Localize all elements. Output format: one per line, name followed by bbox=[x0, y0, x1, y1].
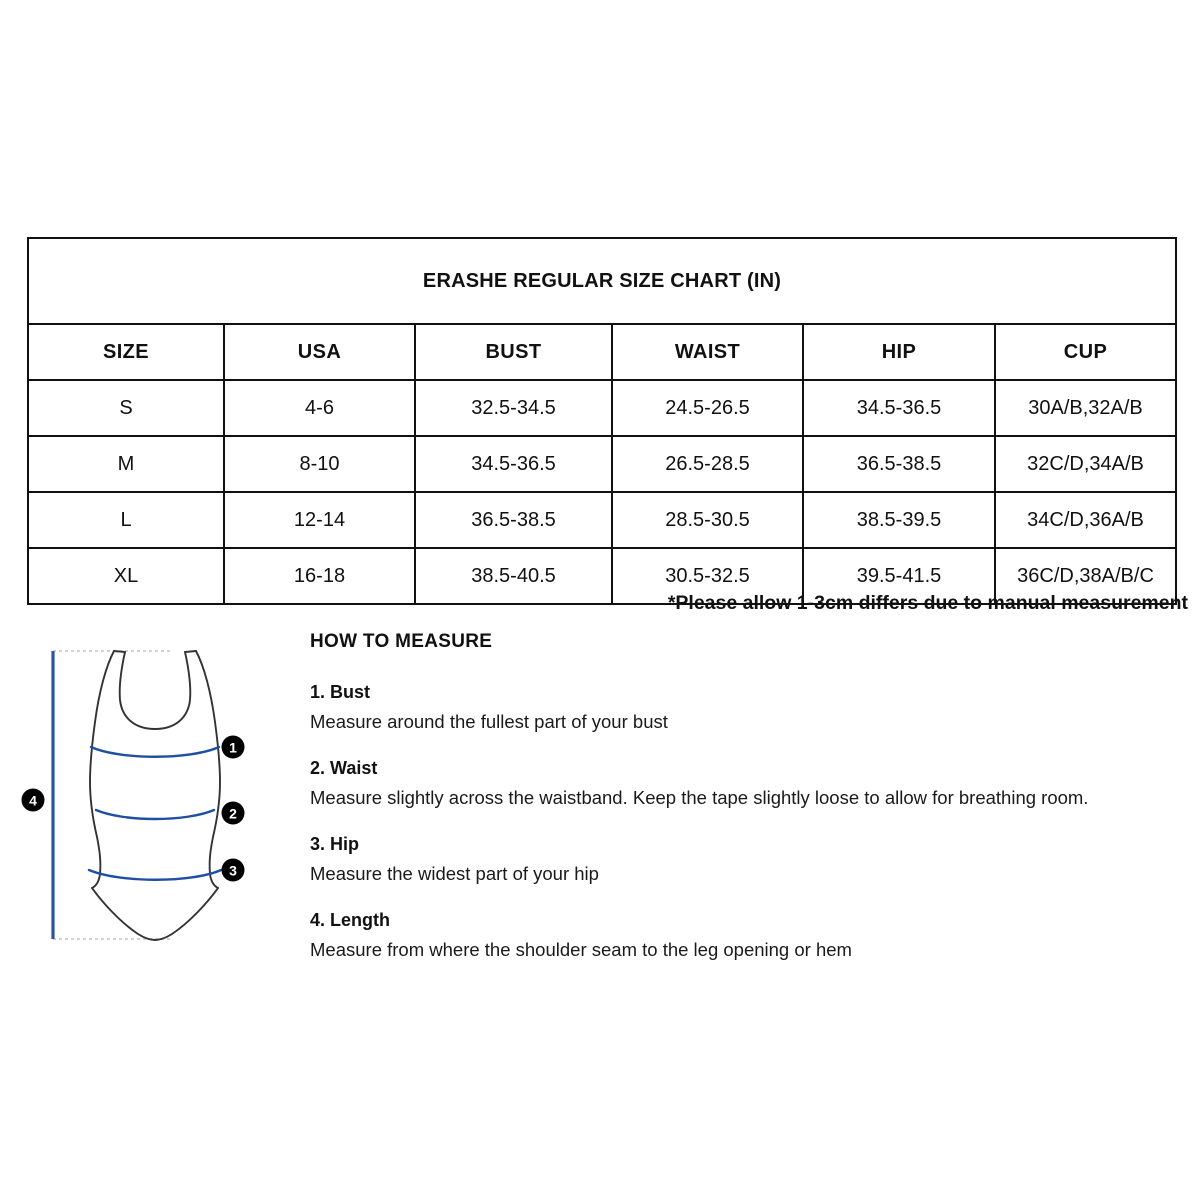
size-chart-table bbox=[27, 237, 1177, 605]
cell-cup: 36C/D,38A/B/C bbox=[995, 548, 1176, 604]
table-row bbox=[28, 380, 1176, 436]
measurement-disclaimer: *Please allow 1-3cm differs due to manual measurement bbox=[667, 592, 1188, 614]
badge-2-label: 2 bbox=[229, 805, 237, 822]
measure-label-bust: 1. Bust bbox=[310, 682, 371, 702]
badge-3-label: 3 bbox=[229, 862, 237, 879]
badge-3-hip bbox=[222, 859, 245, 882]
badge-1-bust bbox=[222, 736, 245, 759]
measure-item-bust bbox=[310, 682, 1190, 733]
cell-usa: 4-6 bbox=[224, 380, 415, 436]
how-to-measure-section bbox=[310, 631, 1190, 962]
measure-desc-waist: Measure slightly across the waistband. Keep the tape slightly loose to allow for breathing room. bbox=[310, 787, 1089, 809]
cell-usa: 8-10 bbox=[224, 436, 415, 492]
measure-item-waist bbox=[310, 758, 1190, 809]
cell-cup: 30A/B,32A/B bbox=[995, 380, 1176, 436]
cell-hip: 39.5-41.5 bbox=[803, 548, 995, 604]
cell-bust: 36.5-38.5 bbox=[415, 492, 612, 548]
cell-waist: 28.5-30.5 bbox=[612, 492, 803, 548]
how-to-measure-title: HOW TO MEASURE bbox=[310, 631, 493, 652]
waist-measure-line bbox=[96, 810, 214, 819]
cell-hip: 36.5-38.5 bbox=[803, 436, 995, 492]
measure-item-length bbox=[310, 910, 1190, 961]
bust-measure-line bbox=[91, 747, 219, 757]
cell-usa: 16-18 bbox=[224, 548, 415, 604]
measure-label-waist: 2. Waist bbox=[310, 758, 378, 779]
cell-size: M bbox=[28, 436, 224, 492]
cell-cup: 32C/D,34A/B bbox=[995, 436, 1176, 492]
hip-measure-line bbox=[89, 870, 221, 880]
swimsuit-measurement-diagram bbox=[20, 630, 290, 960]
measure-desc-length: Measure from where the shoulder seam to the leg opening or hem bbox=[310, 939, 852, 961]
column-header-waist: WAIST bbox=[612, 324, 803, 380]
column-header-bust: BUST bbox=[415, 324, 612, 380]
column-header-usa: USA bbox=[224, 324, 415, 380]
cell-hip: 38.5-39.5 bbox=[803, 492, 995, 548]
cell-size: S bbox=[28, 380, 224, 436]
cell-bust: 32.5-34.5 bbox=[415, 380, 612, 436]
badge-2-waist bbox=[222, 802, 245, 825]
measure-label-length: 4. Length bbox=[310, 910, 390, 931]
cell-waist: 26.5-28.5 bbox=[612, 436, 803, 492]
measure-desc-hip: Measure the widest part of your hip bbox=[310, 863, 599, 885]
table-header-row bbox=[28, 324, 1176, 380]
table-row bbox=[28, 492, 1176, 548]
column-header-cup: CUP bbox=[995, 324, 1176, 380]
cell-waist: 24.5-26.5 bbox=[612, 380, 803, 436]
cell-waist: 30.5-32.5 bbox=[612, 548, 803, 604]
table-title-row bbox=[28, 238, 1176, 324]
badge-4-length bbox=[22, 789, 45, 812]
cell-size: XL bbox=[28, 548, 224, 604]
measure-item-hip bbox=[310, 834, 1190, 885]
column-header-hip: HIP bbox=[803, 324, 995, 380]
cell-usa: 12-14 bbox=[224, 492, 415, 548]
cell-bust: 38.5-40.5 bbox=[415, 548, 612, 604]
measure-label-hip: 3. Hip bbox=[310, 834, 360, 855]
badge-4-label: 4 bbox=[29, 792, 37, 809]
cell-cup: 34C/D,36A/B bbox=[995, 492, 1176, 548]
measure-desc-bust: Measure around the fullest part of your bust bbox=[310, 711, 668, 732]
table-row bbox=[28, 436, 1176, 492]
chart-title: ERASHE REGULAR SIZE CHART (IN) bbox=[28, 238, 1176, 324]
cell-hip: 34.5-36.5 bbox=[803, 380, 995, 436]
cell-size: L bbox=[28, 492, 224, 548]
cell-bust: 34.5-36.5 bbox=[415, 436, 612, 492]
swimsuit-outline bbox=[90, 651, 220, 940]
column-header-size: SIZE bbox=[28, 324, 224, 380]
badge-1-label: 1 bbox=[229, 739, 237, 756]
